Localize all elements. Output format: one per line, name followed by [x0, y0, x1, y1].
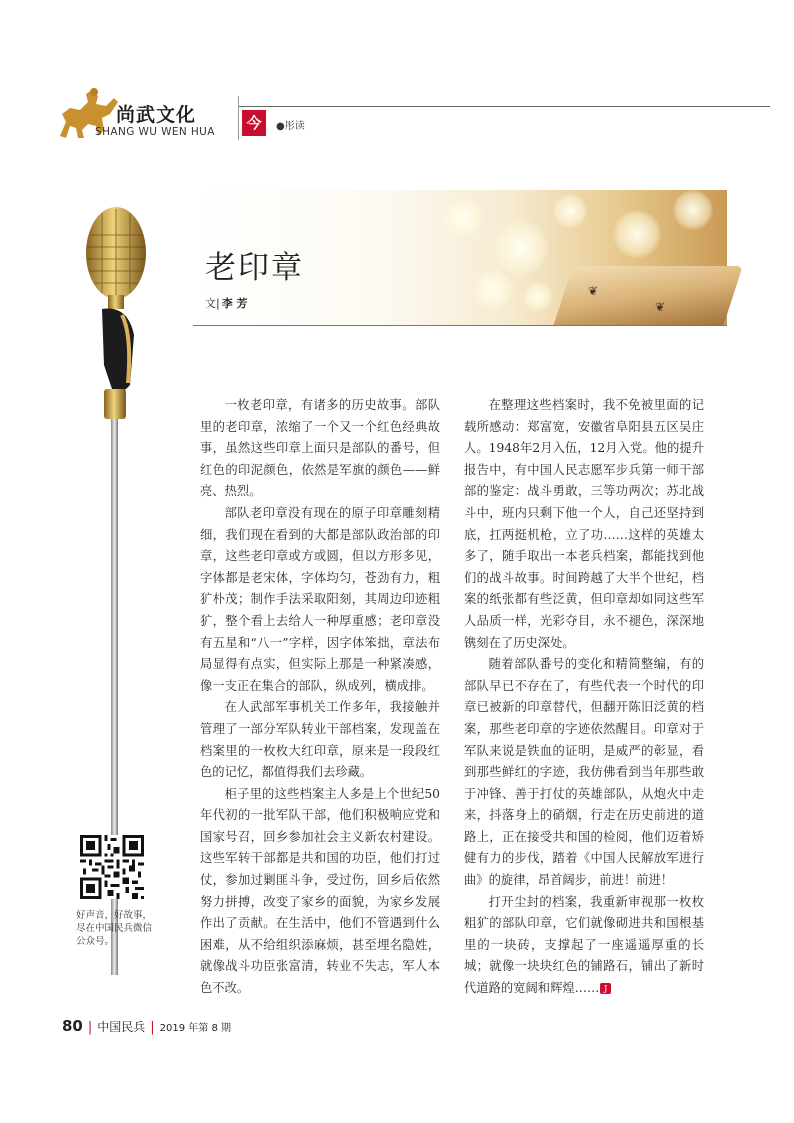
header-divider — [238, 106, 770, 107]
author-name: 李 芳 — [221, 297, 248, 310]
butterfly-icon: ❦ — [655, 300, 666, 314]
qr-code-caption: 好声音，好故事，尽在中国民兵微信公众号。 — [76, 910, 153, 947]
footer-separator: | — [150, 1020, 155, 1035]
banner-divider — [193, 325, 727, 326]
paragraph: 在人武部军事机关工作多年，我接触并管理了一部分军队转业干部档案，发现盖在档案里的一枚枚大红印章，原来是一段段红色的记忆，都值得我们去珍藏。 — [200, 700, 440, 780]
paragraph: 在整理这些档案时，我不免被里面的记载所感动：郑富宽，安徽省阜阳县五区吴庄人。1948年2月入伍，12月入党。他的提升报告中，有中国人民志愿军步兵第一师干部部的鉴定：战斗勇敢，三等功两次；苏北战斗中，班内只剩下他一个人，自己还坚持到底，扛两挺机枪，立了功……这样的英雄太多了，随手取出一本老兵档案，都能找到他们的战斗故事。时间跨越了大半个世纪，档案的纸张都有些泛黄，但印章却如同这些军人品质一样，光彩夺目，永不褪色，深深地镌刻在了历史深处。 — [464, 398, 704, 650]
header-vertical-divider — [238, 96, 239, 140]
page-footer — [62, 1016, 231, 1035]
paragraph — [464, 892, 704, 1000]
article-byline — [205, 295, 248, 311]
end-of-article-icon: J — [600, 983, 611, 994]
article-title: 老印章 — [205, 250, 304, 286]
issue-number: 2019 年第 8 期 — [159, 1023, 232, 1034]
column-tag-label: ●彤读 — [276, 121, 305, 132]
section-logo-subtitle: SHANG WU WEN HUA — [95, 126, 215, 138]
section-logo-title: 尚武文化 — [116, 104, 197, 126]
butterfly-icon: ❦ — [588, 284, 599, 298]
qr-code-icon — [80, 835, 144, 899]
byline-prefix: 文| — [205, 297, 220, 310]
open-book-decoration — [553, 266, 742, 326]
page-number: 80 — [62, 1017, 83, 1035]
paragraph: 一枚老印章，有诸多的历史故事。部队里的老印章，浓缩了一个又一个红色经典故事，虽然这些印章上面只是部队的番号，但红色的印泥颜色，依然是军旗的颜色——鲜亮、热烈。 — [200, 398, 440, 499]
article-column-left — [200, 395, 440, 1000]
footer-separator: | — [87, 1020, 93, 1035]
column-tag-badge: 今 — [242, 110, 266, 136]
paragraph: 柜子里的这些档案主人多是上个世纪50年代初的一批军队干部，他们积极响应党和国家号召，回乡参加社会主义新农村建设。这些军转干部都是共和国的功臣，他们打过仗，参加过剿匪斗争，受过伤，回乡后依然努力拼搏，改变了家乡的面貌，为家乡发展作出了贡献。在生活中，他们不管遇到什么困难，从不给组织添麻烦，甚至埋名隐姓，就像战斗功臣张富清，转业不失志，军人本色不改。 — [200, 786, 440, 996]
paragraph-text: 打开尘封的档案，我重新审视那一枚枚粗犷的部队印章，它们就像砌进共和国根基里的一块砖，支撑起了一座遥遥厚重的长城；就像一块块红色的铺路石，铺出了新时代道路的宽阔和辉煌…… — [464, 894, 704, 996]
paragraph: 随着部队番号的变化和精简整编，有的部队早已不存在了，有些代表一个时代的印章已被新的印章替代，但翻开陈旧泛黄的档案，那些老印章的字迹依然醒目。印章对于军队来说是铁血的证明，是威严的彰显，看到那些鲜红的字迹，我仿佛看到当年那些敢于冲锋、善于打仗的英雄部队，从炮火中走来，抖落身上的硝烟，行走在历史前进的道路上，正在接受共和国的检阅，他们迈着矫健有力的步伐，踏着《中国人民解放军进行曲》的旋律，昂首阔步，前进！前进！ — [464, 657, 704, 888]
magazine-name: 中国民兵 — [97, 1020, 146, 1034]
article-column-right — [464, 395, 704, 1000]
paragraph: 部队老印章没有现在的原子印章雕刻精细，我们现在看到的大都是部队政治部的印章，这些老印章或方或圆，但以方形多见，字体都是老宋体，字体均匀，苍劲有力，粗犷朴茂；制作手法采取阳刻，其周边印迹粗犷，整个看上去给人一种厚重感；老印章没有五星和“八一”字样，因字体笨拙，章法布局显得有点实，但实际上那是一种紧凑感，像一支正在集合的部队，纵成列，横成排。 — [200, 505, 440, 693]
